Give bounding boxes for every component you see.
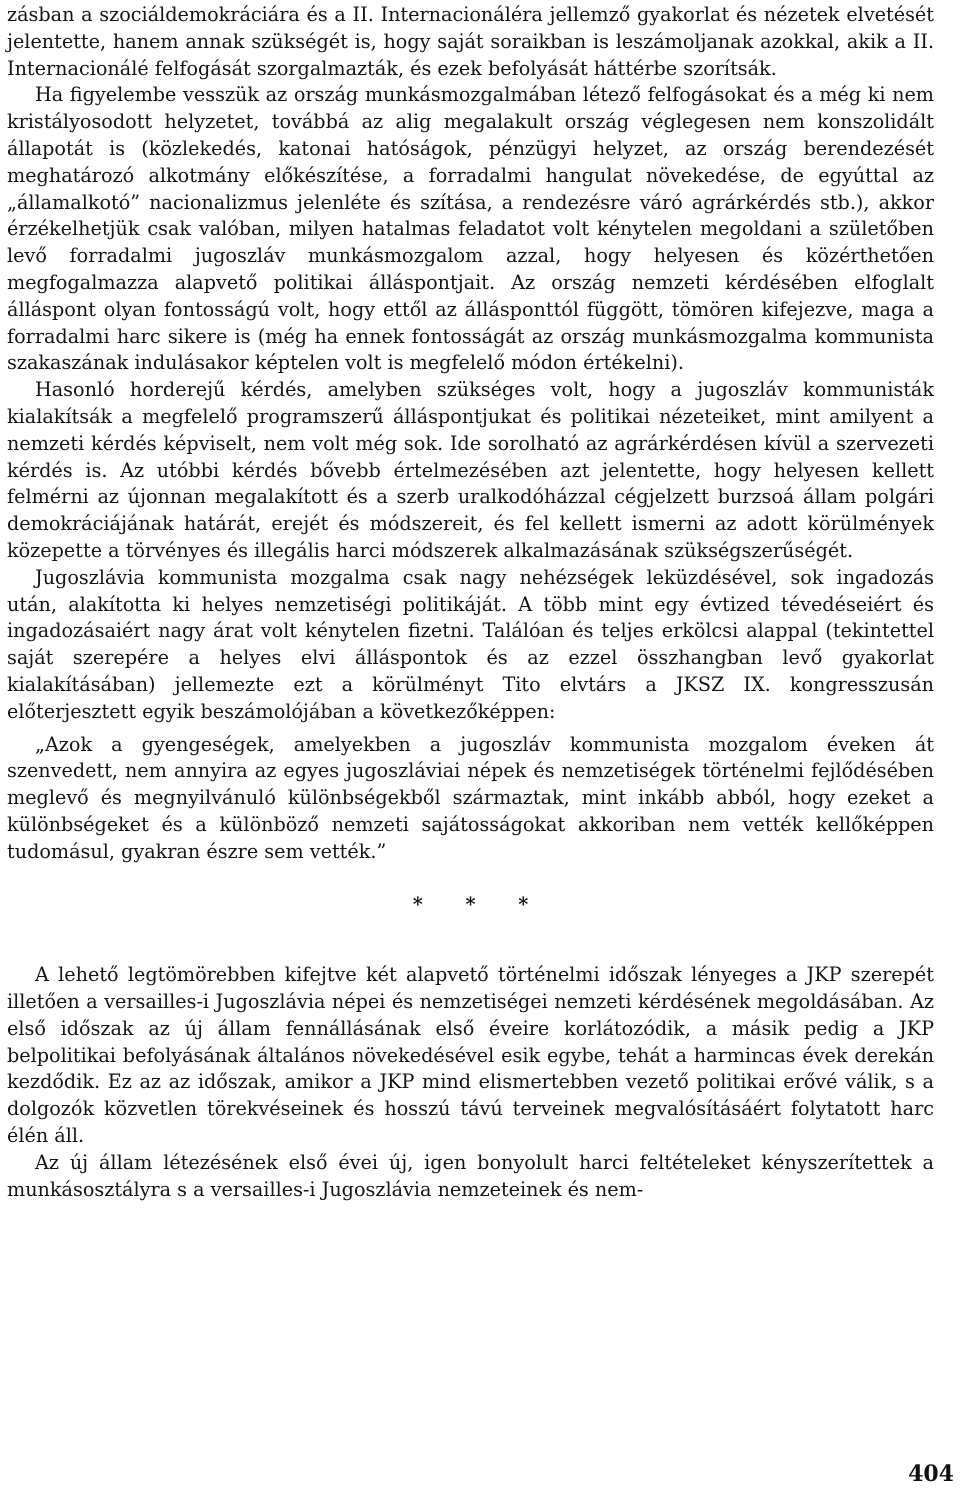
paragraph-national-question: Ha figyelembe vesszük az ország munkásmozgalmában létező felfogásokat és a még ki nem kristályosodott helyzetet, továbbá az alig megalakult ország véglegesen nem konszolidált állapotát is (közlekedés, katonai hatóságok, pénzügyi helyzet, az ország berendezését meghatározó alkotmány előkészítése, a forradalmi hangulat növekedése, de egyúttal az „államalkotó” nacionalizmus jelenléte és szítása, a rendezésre váró agrárkérdés stb.), akkor érzékelhetjük csak valóban, milyen hatalmas feladatot volt kénytelen megoldani a születőben levő forradalmi jugoszláv munkásmozgalom azzal, hogy helyesen és közérthetően megfogalmazza alapvető politikai álláspontjait. Az ország nemzeti kérdésében elfoglalt álláspont olyan fontosságú volt, hogy ettől az állásponttól függött, tömören kifejezve, maga a forradalmi harc sikere is (még ha ennek fontosságát az ország munkásmozgalma kommunista szakaszának indulásakor képtelen volt is megfelelő módon értékelni). (7, 83, 934, 375)
paragraph-first-years: Az új állam létezésének első évei új, igen bonyolult harci feltételeket kényszerítettek a munkásosztályra s a versailles-i Jugoszlávia nemzeteinek és nem- (7, 1150, 934, 1201)
paragraph-two-periods: A lehető legtömörebben kifejtve két alapvető történelmi időszak lényeges a JKP szerepét illetően a versailles-i Jugoszlávia népei és nemzetiségei nemzeti kérdésének megoldásában. Az első időszak az új állam fennállásának első éveire korlátozódik, a másik pedig a JKP belpolitikai befolyásának általános növekedésével esik egybe, tehát a harmincas évek derekán kezdődik. Ez az az időszak, amikor a JKP mind elismertebben vezető politikai erővé válik, s a dolgozók közvetlen törekvéseinek és hosszú távú terveinek megvalósításáért folytatott harc élén áll. (7, 963, 934, 1148)
section-separator: * * * (412, 892, 547, 916)
block-quote-tito: „Azok a gyengeségek, amelyekben a jugoszláv kommunista mozgalom éveken át szenvedett, nem annyira az egyes jugoszláviai népek és nemzetiségek történelmi fejlődésében meglevő és megnyilvánuló különbségekből származtak, mint inkább abból, hogy ezeket a különbségeket és a különböző nemzeti sajátosságokat akkoriban nem vették kellőképpen tudomásul, gyakran észre sem vették.” (7, 732, 934, 863)
paragraph-agrarian-question: Hasonló horderejű kérdés, amelyben szükséges volt, hogy a jugoszláv kommunisták kialakítsák a megfelelő programszerű álláspontjukat és politikai nézeteiket, mint amilyent a nemzeti kérdés képviselt, nem volt még sok. Ide sorolható az agrárkérdésen kívül a szervezeti kérdés is. Az utóbbi kérdés bővebb értelmezésében azt jelentette, hogy helyesen kellett felmérni az újonnan megalakított és a szerb uralkodóházzal cégjelzett burzsoá állam polgári demokráciájának határát, erejét és módszereit, és fel kellett ismerni az adott körülmények közepette a törvényes és illegális harci módszerek alkalmazásának szükségszerűségét. (7, 378, 934, 562)
paragraph-nationality-policy: Jugoszlávia kommunista mozgalma csak nagy nehézségek leküzdésével, sok ingadozás után, alakította ki helyes nemzetiségi politikáját. A több mint egy évtized tévedéseiért és ingadozásaiért nagy árat volt kénytelen fizetni. Találóan és teljes erkölcsi alappal (tekintettel saját szerepére a helyes elvi álláspontok és az ezzel összhangban levő gyakorlat kialakításában) jellemezte ezt a körülményt Tito elvtárs a JKSZ IX. kongresszusán előterjesztett egyik beszámolójában a következőképpen: (7, 565, 934, 723)
page-number: 404 (908, 1461, 954, 1487)
paragraph-continuation: zásban a szociáldemokráciára és a II. Internacionáléra jellemző gyakorlat és nézetek elvetését jelentette, hanem annak szükségét is, hogy saját soraikban is leszámoljanak azokkal, akik a II. Internacionálé felfogását szorgalmazták, és ezek befolyását háttérbe szorítsák. (7, 3, 934, 80)
